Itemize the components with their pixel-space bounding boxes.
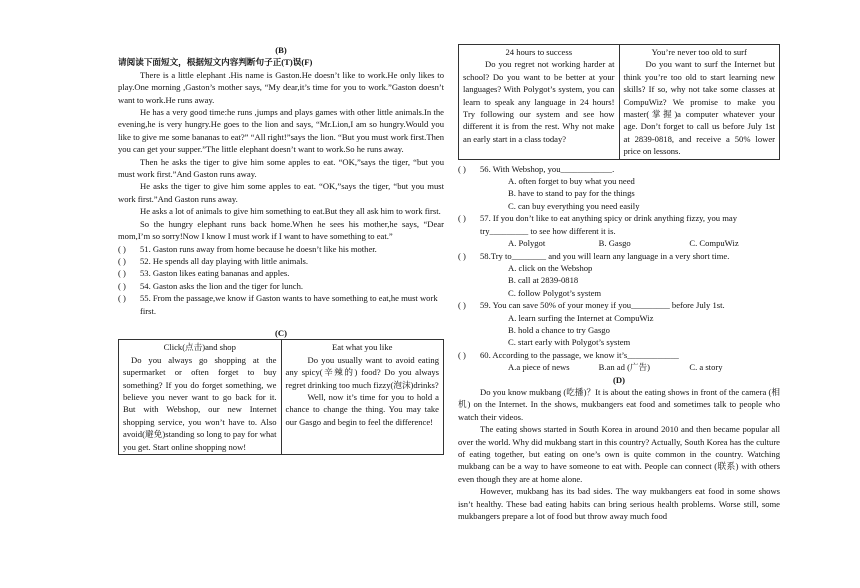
option: C. start early with Polygot’s system [508, 337, 631, 348]
answer-blank[interactable]: ( ) [458, 250, 466, 261]
option: B.an ad (广告) [598, 362, 650, 373]
option-row [458, 237, 780, 249]
question-56: ( ) 56. With Webshop, you____________. [458, 163, 615, 174]
answer-blank[interactable]: ( ) [458, 213, 466, 224]
passage-paragraph: So the hungry elephant runs back home.When he sees his mother,he says, “Dear mom,I’m so sorry!Now I know I must work if I want to have something to eat.” [118, 218, 444, 242]
passage-paragraph: The eating shows started in South Korea in around 2010 and then became popular all over the world. Why did mukbang start in this country? Actually, South Korea has the culture of eating together, but eating on one’s own is quite common in the country. Watching mukbang can be a way to have someone to eat with. People can connect (联系) with others even though they are at home alone. [458, 424, 780, 484]
answer-blank[interactable]: ( ) [118, 280, 126, 291]
option: C. CompuWiz [689, 238, 739, 249]
option: B. call at 2839-0818 [508, 275, 579, 286]
passage-paragraph: However, mukbang has its bad sides. The way mukbangers eat food in some shows isn’t healthy. These bad eating habits can bring serious health problems. Worse still, some mukbangers prepare a lot of food but throw away much food [458, 486, 780, 522]
passage-paragraph: He asks a lot of animals to give him something to eat.But they all ask him to work first. [140, 206, 441, 217]
section-b-instruction: 请阅读下面短文，根据短文内容判断句子正(T)误(F) [118, 57, 313, 68]
option: B. hold a chance to try Gasgo [508, 324, 610, 335]
ad-title: 24 hours to success [505, 47, 573, 57]
ad-compuwiz [619, 45, 780, 160]
section-d-heading: (D) [613, 374, 625, 385]
ad-title: You’re never too old to surf [651, 47, 747, 57]
answer-blank[interactable]: ( ) [118, 255, 126, 266]
ad-title: Eat what you like [332, 342, 393, 353]
answer-blank[interactable]: ( ) [118, 293, 126, 304]
question-52: ( ) 52. He spends all day playing with little animals. [118, 255, 309, 266]
ad-polygot [459, 45, 620, 160]
question-59: ( ) 59. You can save 50% of your money if you_________ before July 1st. [458, 300, 725, 311]
answer-blank[interactable]: ( ) [458, 163, 466, 174]
passage-paragraph: There is a little elephant .His name is Gaston.He doesn’t like to work.He only likes to play.One morning ,Gaston’s mother says, “My dear,it’s time for you to work.”Gaston doesn’t want to work.He runs away. [118, 69, 444, 105]
answer-blank[interactable]: ( ) [118, 268, 126, 279]
ad-body: Do you usually want to avoid eating any spicy(辛辣的) food? Do you always regret drinking too much fizzy(泡沫)drinks? [285, 354, 439, 390]
option: C. can buy everything you need easily [508, 200, 640, 211]
passage-paragraph: Do you know mukbang (吃播)？It is about the eating shows in front of the camera (相机) on the Internet. In the shows, mukbangers eat food and sometimes talk to people who watch their videos. [458, 386, 780, 422]
passage-paragraph: Then he asks the tiger to give him some apples to eat. “OK,”says the tiger, “but you must work first.”And Gaston runs away. [118, 156, 444, 180]
option: A. learn surfing the Internet at CompuWiz [508, 312, 654, 323]
answer-blank[interactable]: ( ) [458, 300, 466, 311]
ad-body: Do you regret not working harder at school? Do you want to be better at your languages? With Polygot’s system, you can learn to speak any language in 24 hours! Try following our system and see how different it is from the rest. Why not make an early start in a class today? [463, 59, 615, 144]
answer-blank[interactable]: ( ) [458, 349, 466, 360]
ads-table-left [118, 339, 444, 455]
option: B. Gasgo [598, 238, 631, 249]
option: A.a piece of news [508, 362, 570, 373]
question-60: ( ) 60. According to the passage, we know it’s____________ [458, 349, 679, 360]
answer-blank[interactable]: ( ) [118, 243, 126, 254]
question-58: ( ) 58.Try to________ and you will learn any language in a very short time. [458, 250, 730, 261]
option: A. often forget to buy what you need [508, 176, 635, 187]
question-57: ( ) 57. If you don’t like to eat anything spicy or drink anything fizzy, you may try_________ to see how different it is. [458, 213, 738, 236]
left-column [118, 0, 444, 455]
passage-paragraph: He asks the tiger to give him some apples to eat. “OK,”says the tiger, “but you must work first.”And Gaston runs away. [118, 181, 444, 204]
passage-paragraph: He has a very good time:he runs ,jumps and plays games with other little animals.In the evening,he is very hungry.He goes to the lion and says, “Mr.Lion,I am so hungry.Would you like to give me some bananas to eat?” “All right!”says the lion. “But you must work first.Then you can get your supper.”The little elephant doesn’t want to work.So he runs away. [118, 107, 444, 155]
ad-gasgo [281, 340, 444, 455]
right-column [458, 0, 780, 522]
option: C. follow Polygot’s system [508, 287, 602, 298]
question-54: ( ) 54. Gaston asks the lion and the tiger for lunch. [118, 280, 304, 291]
question-53: ( ) 53. Gaston likes eating bananas and apples. [118, 268, 290, 279]
option: B. have to stand to pay for the things [508, 188, 635, 199]
section-c-heading: (C) [275, 327, 287, 338]
ad-body: Well, now it’s time for you to hold a chance to change the thing. You may take our Gasgo and begin to feel the difference! [285, 391, 439, 427]
option: A. Polygot [508, 238, 546, 249]
question-51: ( ) 51. Gaston runs away from home because he doesn’t like his mother. [118, 243, 377, 254]
ad-webshop [119, 340, 282, 455]
option: A. click on the Webshop [508, 262, 593, 273]
option-row [458, 361, 780, 373]
option: C. a story [689, 362, 723, 373]
ads-table-right [458, 44, 780, 160]
section-b-heading: (B) [275, 45, 287, 55]
ad-body: Do you always go shopping at the supermarket or often forget to buy something? If you do forget something, we believe you never want to go back for it. But with Webshop, our new Internet shopping service, you won’t have to. Also avoid(避免)standing so long to pay for what you get. Start online shopping now! [123, 354, 277, 452]
ad-body: Do you want to surf the Internet but think you’re too old to start learning new skills? If so, why not take some classes at CompuWiz? We promise to make you master(掌握)a computer whatever your age. Don’t forget to call us before July 1st at 2839-0818, and receive a 50% lower price on lessons. [623, 59, 775, 157]
ad-title: Click(点击)and shop [163, 342, 236, 353]
question-55: ( ) 55. From the passage,we know if Gaston wants to have something to eat,he must work first. [118, 293, 438, 316]
